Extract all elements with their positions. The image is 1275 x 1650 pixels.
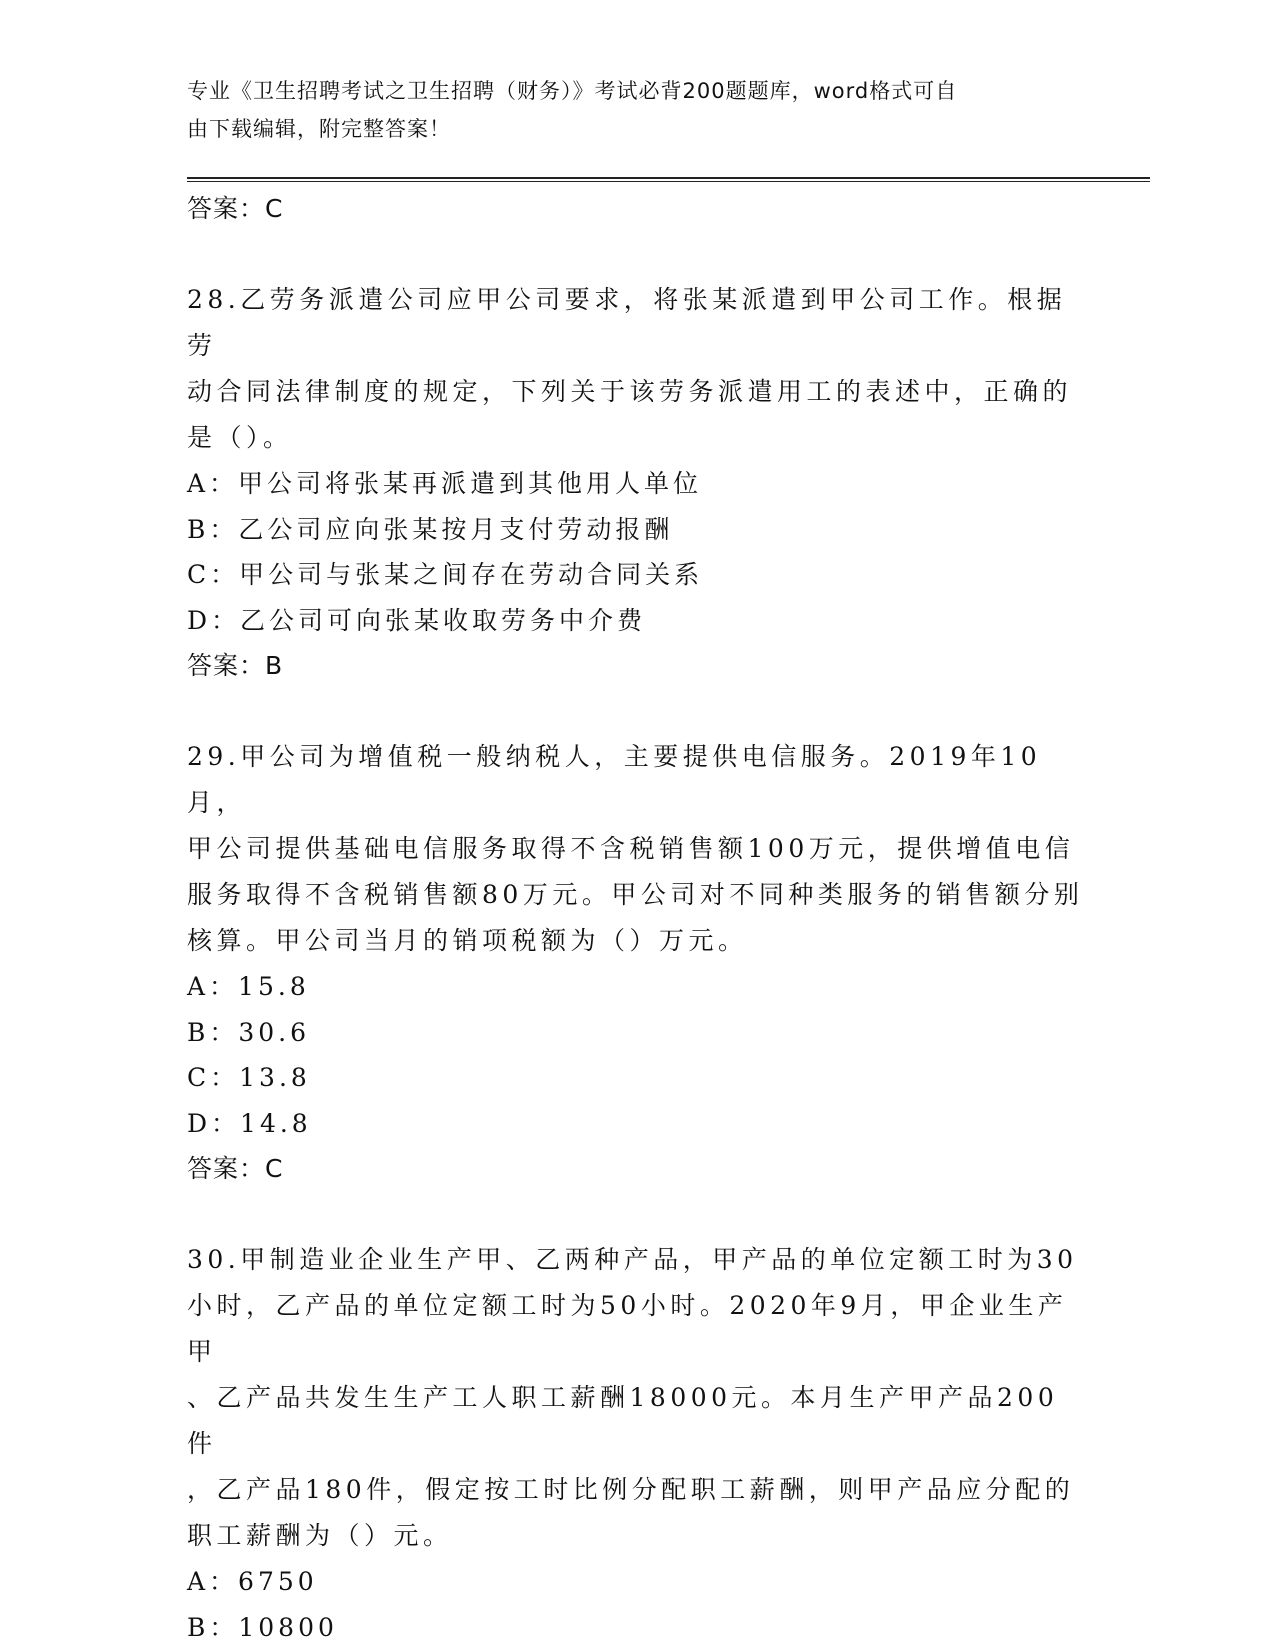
question-28 xyxy=(187,277,1087,689)
question-stem-line: 29.甲公司为增值税一般纳税人，主要提供电信服务。2019年10月， xyxy=(187,742,1042,817)
option-c: C：甲公司与张某之间存在劳动合同关系 xyxy=(187,560,704,589)
option-d: D：乙公司可向张某收取劳务中介费 xyxy=(187,605,647,635)
question-stem-line: 动合同法律制度的规定，下列关于该劳务派遣用工的表述中，正确的 xyxy=(187,377,1073,406)
option-b: B：30.6 xyxy=(187,1017,311,1047)
question-stem-line: 服务取得不含税销售额80万元。甲公司对不同种类服务的销售额分别 xyxy=(187,880,1084,909)
option-c: C：13.8 xyxy=(187,1063,311,1092)
question-29 xyxy=(187,734,1087,1192)
question-stem-line: 甲公司提供基础电信服务取得不含税销售额100万元，提供增值电信 xyxy=(187,834,1075,863)
page-header xyxy=(187,72,1087,148)
question-stem-line: 是（）。 xyxy=(187,423,293,452)
question-stem-line: ，乙产品180件，假定按工时比例分配职工薪酬，则甲产品应分配的 xyxy=(187,1475,1075,1504)
questions-content xyxy=(187,186,1087,1650)
option-b: B：10800 xyxy=(187,1612,338,1642)
question-stem-line: 小时，乙产品的单位定额工时为50小时。2020年9月，甲企业生产甲 xyxy=(187,1291,1068,1366)
option-a: A：15.8 xyxy=(187,972,310,1001)
answer-label: 答案：C xyxy=(187,194,284,223)
header-divider xyxy=(187,177,1150,182)
header-line-1: 专业《卫生招聘考试之卫生招聘（财务）》考试必背200题题库，word格式可自 xyxy=(187,79,958,103)
answer-label: 答案：C xyxy=(187,1154,284,1183)
question-stem-line: 职工薪酬为（）元。 xyxy=(187,1521,453,1550)
option-a: A：6750 xyxy=(187,1567,318,1596)
option-b: B：乙公司应向张某按月支付劳动报酬 xyxy=(187,514,674,544)
question-stem-line: 核算。甲公司当月的销项税额为（）万元。 xyxy=(187,926,748,955)
question-stem-line: 30.甲制造业企业生产甲、乙两种产品，甲产品的单位定额工时为30 xyxy=(187,1245,1078,1274)
header-line-2: 由下载编辑，附完整答案！ xyxy=(187,117,451,141)
answer-label: 答案：B xyxy=(187,651,284,680)
spacer xyxy=(187,232,1087,277)
question-stem-line: 、乙产品共发生生产工人职工薪酬18000元。本月生产甲产品200件 xyxy=(187,1383,1059,1458)
question-30 xyxy=(187,1237,1087,1650)
option-a: A：甲公司将张某再派遣到其他用人单位 xyxy=(187,469,703,498)
spacer xyxy=(187,1192,1087,1237)
spacer xyxy=(187,689,1087,734)
option-d: D：14.8 xyxy=(187,1108,312,1138)
question-stem-line: 28.乙劳务派遣公司应甲公司要求，将张某派遣到甲公司工作。根据劳 xyxy=(187,285,1067,360)
